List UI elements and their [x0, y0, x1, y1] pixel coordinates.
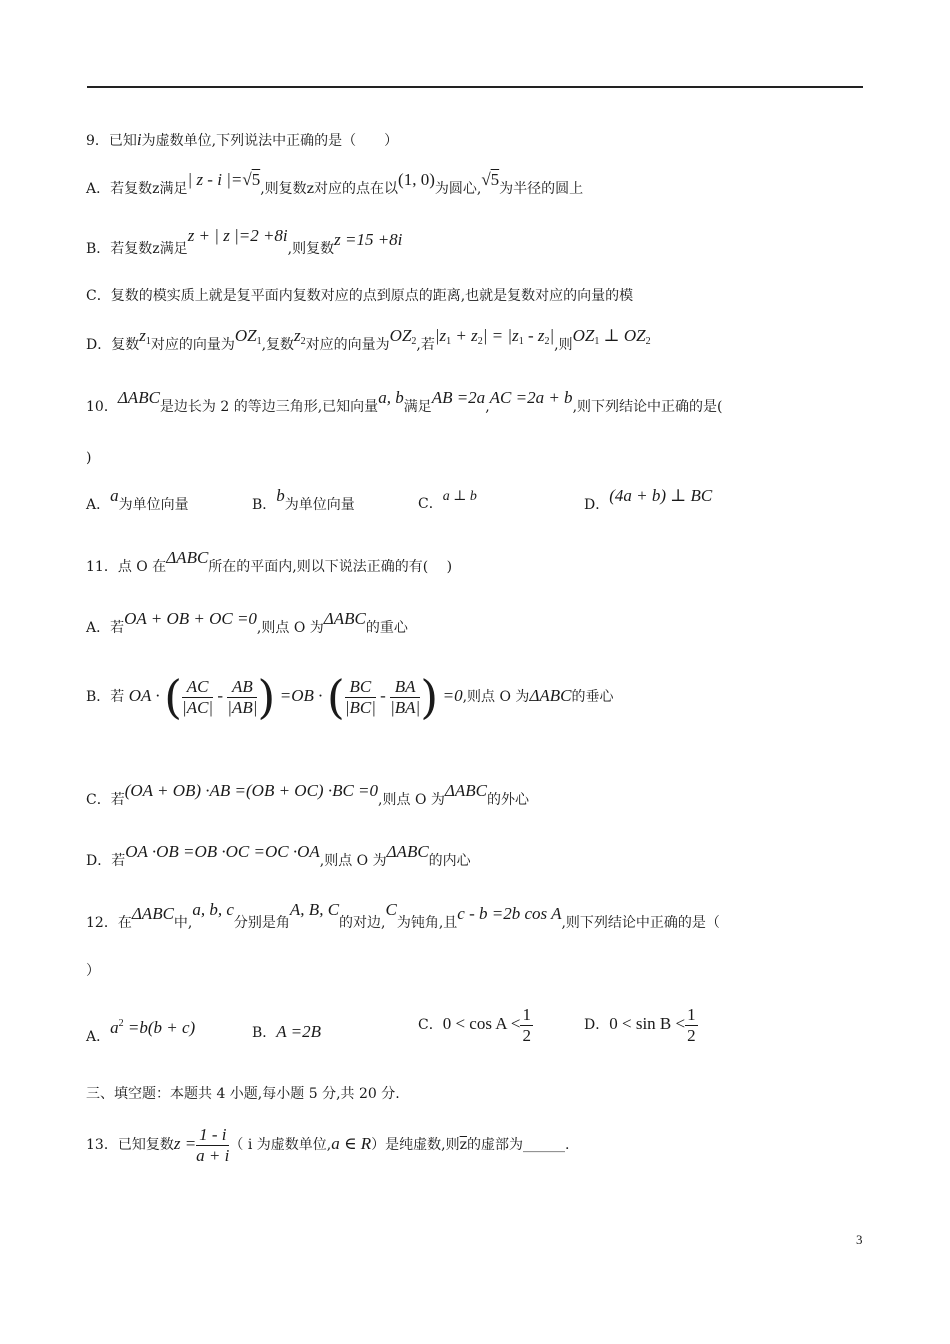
- q10-option-c: C．a ⊥ b: [418, 489, 477, 512]
- section-fill-in-heading: 三、填空题：本题共 4 小题,每小题 5 分,共 20 分.: [86, 1086, 400, 1102]
- q11-option-b: B．若 OA · ( $\frac{AC}{|AC|}$ - $\frac{AB}{|AB|}$ ) =OB · ( $\frac{BC}{|BC|}$ - $\frac{BA}{|BA|}$ ) =0,则点 O 为ΔABC的垂心: [86, 670, 614, 724]
- q12-stem: 12．在ΔABC中,a, b, c分别是角A, B, C的对边,C为钝角,且c - b =2b cos A,则下列结论中正确的是（: [86, 900, 720, 931]
- q9-stem: 9．已知i为虚数单位,下列说法中正确的是（ ）: [86, 130, 399, 149]
- q12-stem-close: ）: [86, 963, 100, 979]
- q10-option-d: D．(4a + b) ⊥ BC: [584, 486, 713, 513]
- header-rule: [87, 86, 863, 88]
- q9-option-a: A．若复数z满足| z - i |=√5,则复数z对应的点在以(1, 0)为圆心,√5为半径的圆上: [86, 170, 584, 197]
- q10-stem: 10．ΔABC是边长为 2 的等边三角形,已知向量a, b满足AB =2a,AC =2a + b,则下列结论中正确的是(: [86, 388, 723, 415]
- q11-option-d: D．若OA ·OB =OB ·OC =OC ·OA,则点 O 为ΔABC的内心: [86, 842, 471, 869]
- q10-stem-close: ): [86, 450, 92, 466]
- q11-option-a: A．若OA + OB + OC =0,则点 O 为ΔABC的重心: [86, 609, 408, 636]
- q9-option-b: B．若复数z满足z + | z |=2 +8i,则复数z =15 +8i: [86, 226, 403, 257]
- page-number: 3: [856, 1232, 863, 1247]
- q12-option-a: A．$a^2 =b(b + c)$: [86, 1018, 196, 1045]
- q10-option-b: B．b为单位向量: [252, 486, 355, 513]
- q10-option-a: A．a为单位向量: [86, 486, 189, 513]
- q12-option-c: C．0 < cos A < $\frac{1}{2}$: [418, 1004, 531, 1045]
- q12-option-b: B．A =2B: [252, 1022, 321, 1041]
- q9-option-c: C．复数的模实质上就是复平面内复数对应的点到原点的距离,也就是复数对应的向量的模: [86, 288, 634, 304]
- q11-stem: 11．点 O 在ΔABC所在的平面内,则以下说法正确的有( ): [86, 548, 453, 575]
- q11-option-c: C．若(OA + OB) ·AB =(OB + OC) ·BC =0,则点 O 为ΔABC的外心: [86, 781, 529, 808]
- q13-stem: 13．已知复数z = $\frac{1 - i}{a + i}$ （ i 为虚数单位,a ∈ R）是纯虚数,则$\overline{z}$的虚部为______.: [86, 1124, 570, 1165]
- q12-option-d: D．0 < sin B < $\frac{1}{2}$: [584, 1004, 696, 1045]
- q9-option-d: D．复数$z_1$对应的向量为$OZ_1$,复数$z_2$对应的向量为$OZ_2$,若$|z_1 + z_2| = |z_1 - z_2|$,则$OZ_1$ ⊥ $OZ_2$: [86, 326, 651, 353]
